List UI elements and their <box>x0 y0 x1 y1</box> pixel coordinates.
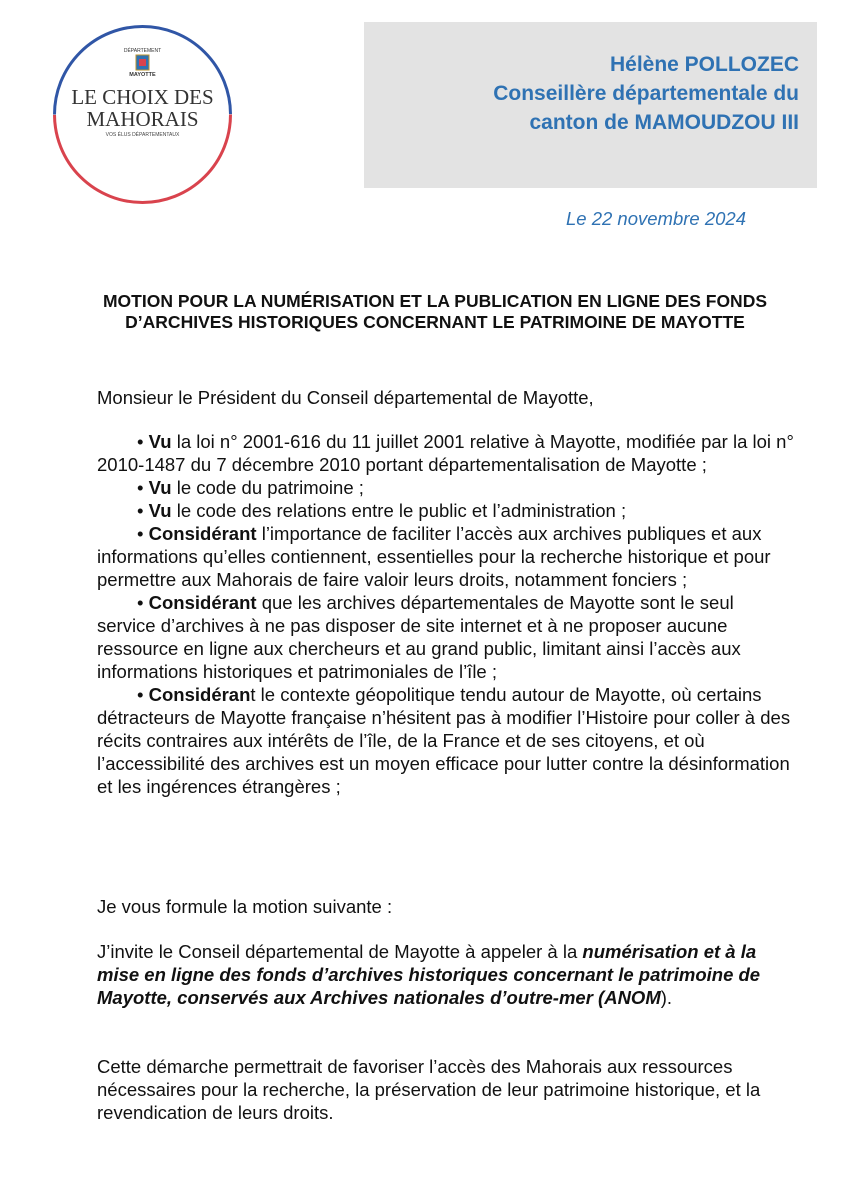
motion-invite: J’invite le Conseil départemental de Mayotte à appeler à la numérisation et à la mise en ligne des fonds d’archives historiques concernant le patrimoine de Mayotte, conservés aux Archives nationales d’outre-mer (ANOM). <box>97 941 761 1008</box>
author-canton: canton de MAMOUDZOU III <box>529 111 799 134</box>
header-box <box>364 22 817 188</box>
consideration-item: • Considérant l’importance de faciliter l’accès aux archives publiques et aux informations qu’elles contiennent, essentielles pour la recherche historique et pour permettre aux Mahorais de faire valoir leurs droits, notamment fonciers ; <box>97 523 771 590</box>
salutation: Monsieur le Président du Conseil départemental de Mayotte, <box>97 387 594 408</box>
le-choix-des-mahorais-logo <box>50 22 235 207</box>
logo-tagline: VOS ÉLUS DÉPARTEMENTAUX <box>105 132 180 138</box>
author-role: Conseillère départementale du <box>493 82 799 105</box>
document-date: Le 22 novembre 2024 <box>566 208 746 229</box>
logo-top-label: DÉPARTEMENT <box>123 48 162 54</box>
motion-conclusion: Cette démarche permettrait de favoriser l’accès des Mahorais aux ressources nécessaires pour la recherche, la préservation de leur patrimoine historique, et la revendication de leurs droits. <box>97 1056 761 1123</box>
consideration-item: • Considérant le contexte géopolitique tendu autour de Mayotte, où certains détracteurs de Mayotte française n’hésitent pas à modifier l’Histoire pour coller à des récits contraires aux intérêts de l’île, de la France et de ses citoyens, et où l’accessibilité des archives est un moyen efficace pour lutter contre la désinformation et les ingérences étrangères ; <box>97 684 791 797</box>
motion-formula: Je vous formule la motion suivante : <box>97 896 393 917</box>
consideration-item: • Vu la loi n° 2001-616 du 11 juillet 2001 relative à Mayotte, modifiée par la loi n° 2010-1487 du 7 décembre 2010 portant départementalisation de Mayotte ; <box>97 431 794 475</box>
consideration-item: • Vu le code des relations entre le public et l’administration ; <box>137 500 627 521</box>
motion-emphasis: numérisation et à la mise en ligne des fonds d’archives historiques concernant le patrimoine de Mayotte, conservés aux Archives nationales d’outre-mer (ANOM <box>97 941 761 1008</box>
logo-line-2: MAHORAIS <box>86 107 199 131</box>
considerations-list <box>97 430 797 798</box>
logo-line-1: LE CHOIX DES <box>71 85 214 109</box>
consideration-item: • Considérant que les archives départementales de Mayotte sont le seul service d’archives à ne pas disposer de site internet et à ne proposer aucune ressource en ligne aux chercheurs et au grand public, limitant ainsi l’accès aux informations historiques et patrimoniales de l’île ; <box>97 592 741 682</box>
logo-sub-label: MAYOTTE <box>129 72 156 78</box>
consideration-item: • Vu le code du patrimoine ; <box>137 477 364 498</box>
motion-title: MOTION POUR LA NUMÉRISATION ET LA PUBLICATION EN LIGNE DES FONDS D’ARCHIVES HISTORIQUES CONCERNANT LE PATRIMOINE DE MAYOTTE <box>102 291 768 332</box>
author-name: Hélène POLLOZEC <box>609 53 799 76</box>
